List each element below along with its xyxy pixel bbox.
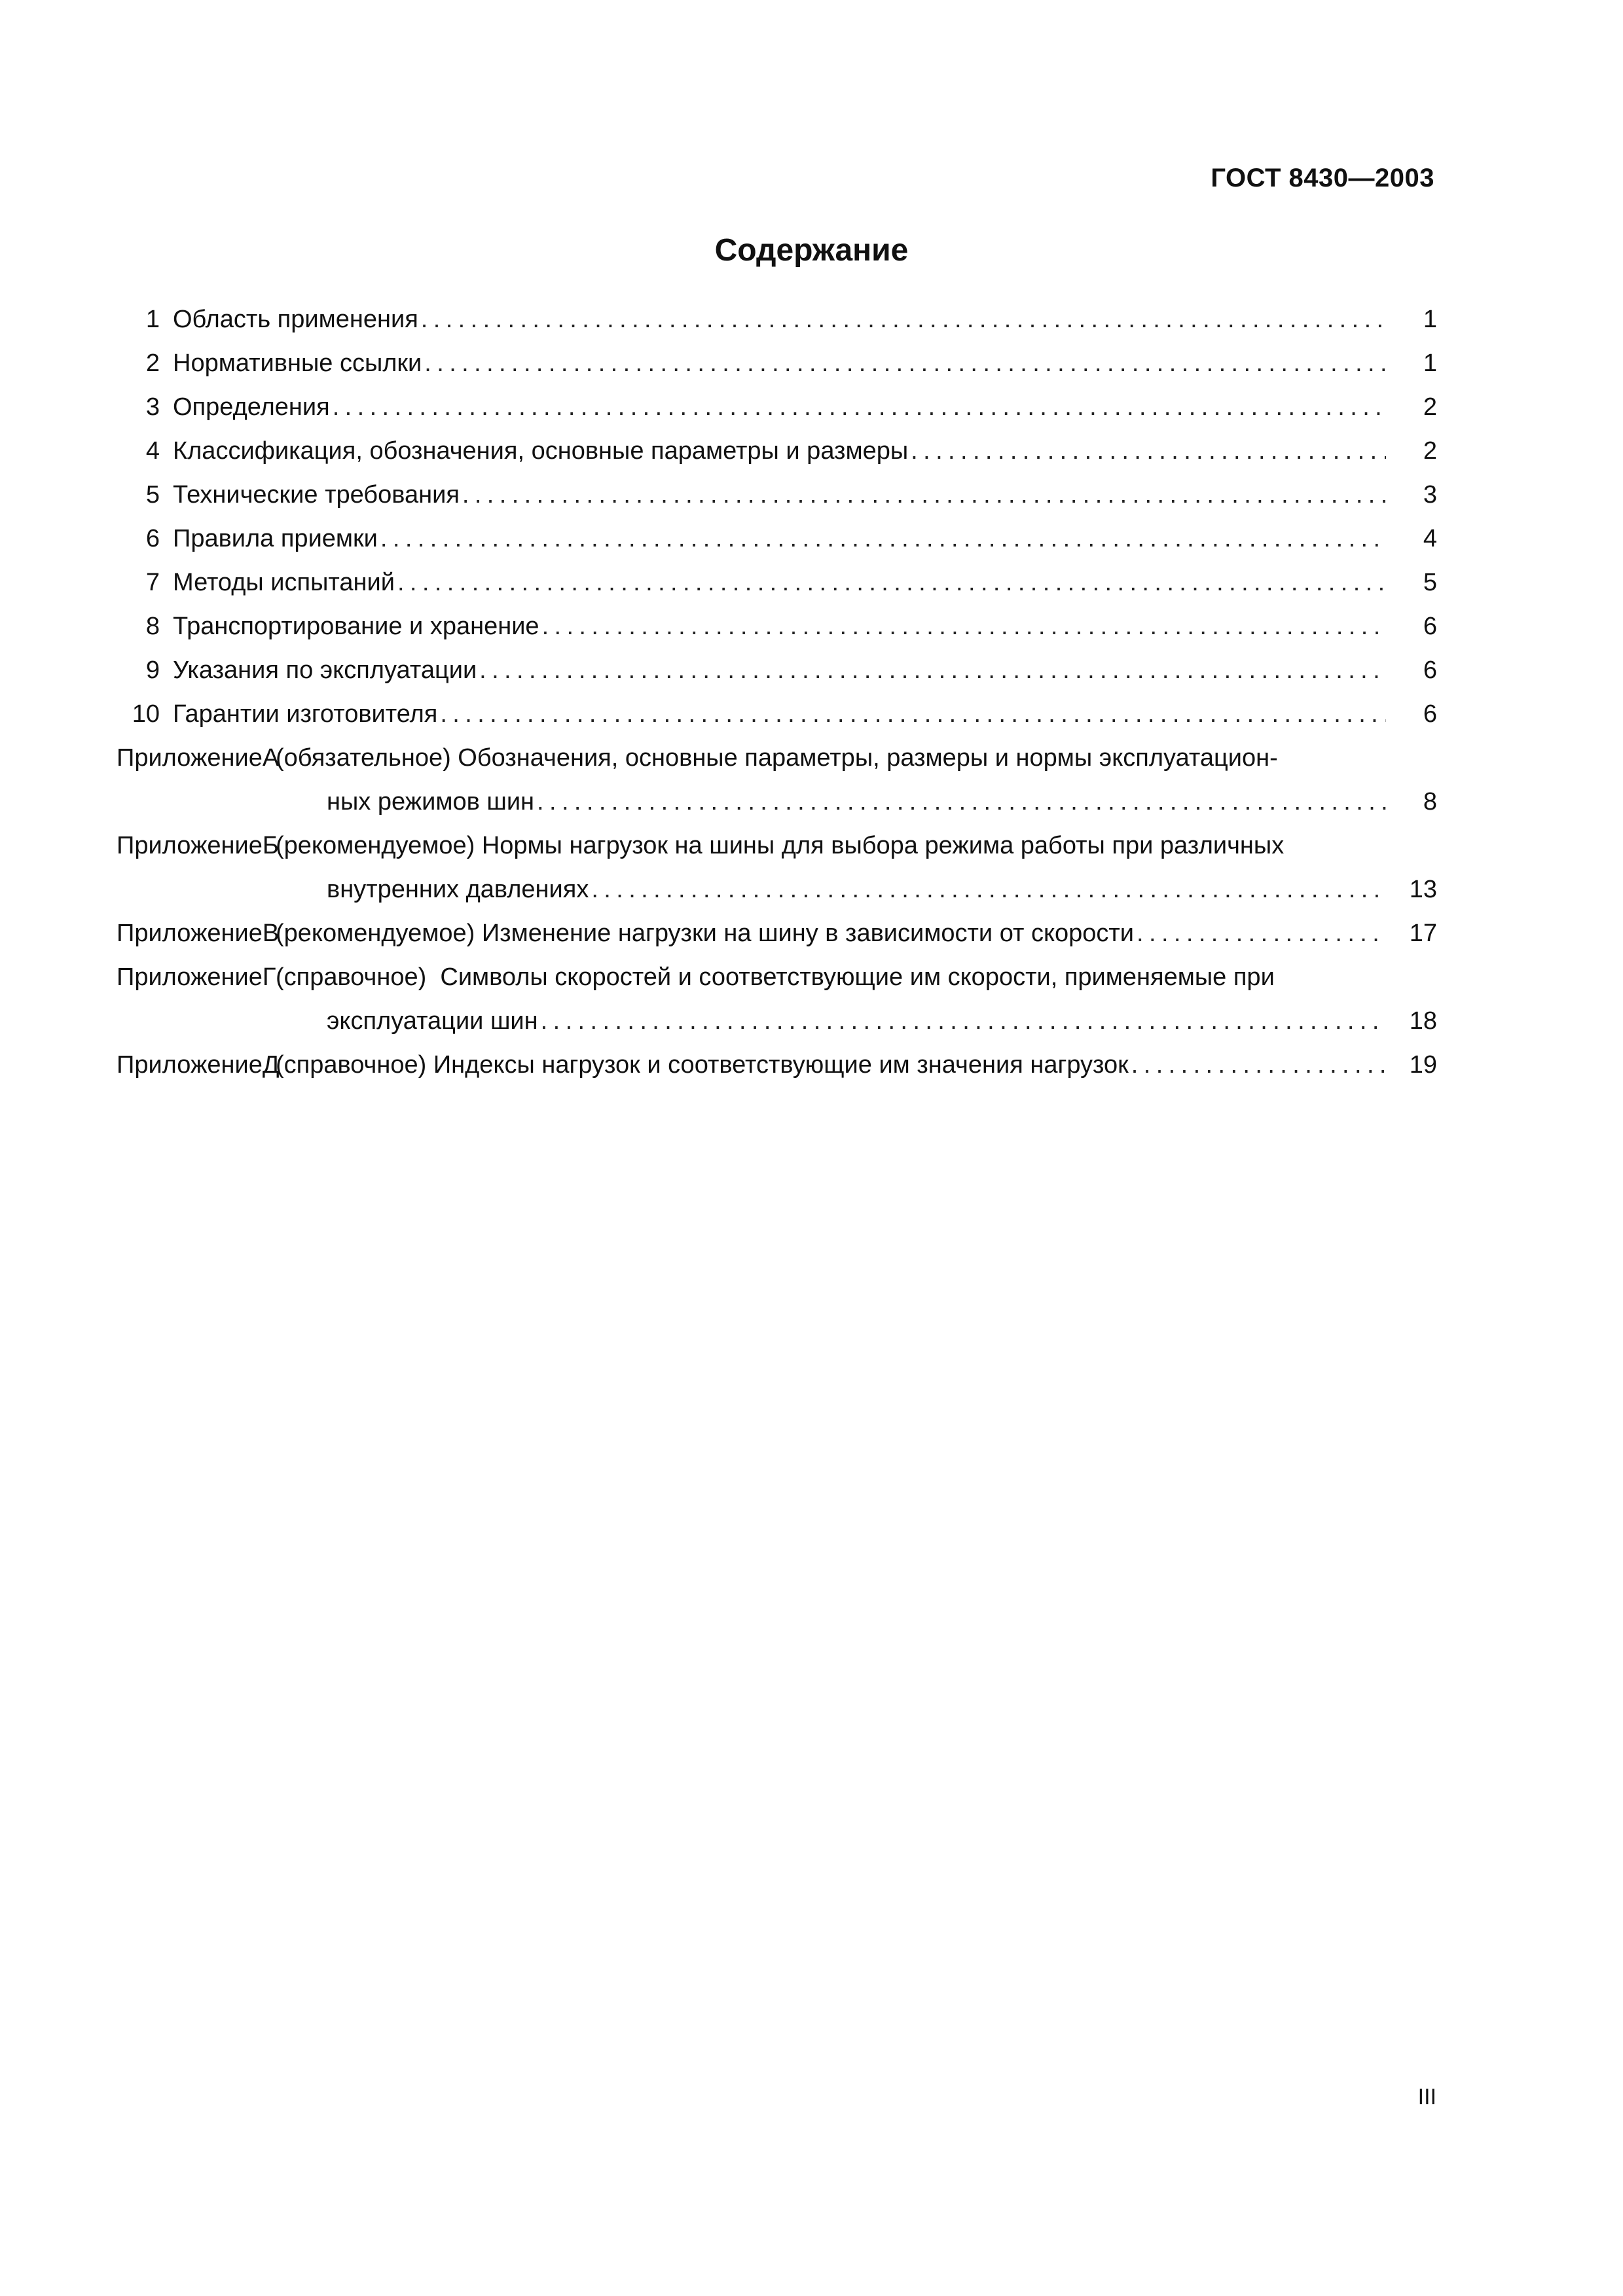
appendix-letter: Б [262,832,279,859]
entry-number: 10 [132,700,160,728]
entry-page: 19 [1409,1051,1437,1079]
entry-title: Определения [173,393,330,421]
entry-page: 5 [1423,569,1437,596]
toc-entry[interactable] [117,386,1437,429]
dot-leader [1137,912,1386,956]
entry-number: 1 [145,306,160,333]
appendix-title: (справочное) Индексы нагрузок и соответствующие им значения нагрузок [276,1051,1129,1079]
entry-page: 2 [1423,437,1437,465]
appendix-label [117,736,280,780]
appendix-title-continued: ных режимов шин [327,788,535,816]
appendix-word: Приложение [117,744,263,772]
toc-appendix-entry[interactable] [117,956,1437,999]
entry-page: 17 [1409,920,1437,947]
appendix-word: Приложение [117,920,263,947]
toc-appendix-continuation[interactable] [117,999,1437,1043]
appendix-title: (рекомендуемое) Нормы нагрузок на шины для выбора режима работы при различных [276,832,1285,859]
appendix-label [117,824,279,868]
entry-number: 8 [145,613,160,640]
entry-page: 4 [1423,525,1437,552]
entry-title: Классификация, обозначения, основные параметры и размеры [173,437,909,465]
toc-entry[interactable] [117,342,1437,386]
toc-appendix-entry[interactable] [117,736,1437,780]
entry-title: Указания по эксплуатации [173,656,477,684]
toc-appendix-entry[interactable] [117,824,1437,868]
dot-leader [541,999,1386,1043]
appendix-letter: В [262,920,280,947]
dot-leader [537,780,1386,824]
appendix-letter: Д [262,1051,280,1079]
toc-entry[interactable] [117,473,1437,517]
dot-leader [542,605,1386,649]
appendix-label [117,912,280,956]
toc-entry[interactable] [117,517,1437,561]
appendix-word: Приложение [117,832,263,859]
entry-number: 6 [145,525,160,552]
entry-number: 3 [145,393,160,421]
entry-page: 6 [1423,613,1437,640]
appendix-title: (обязательное) Обозначения, основные параметры, размеры и нормы эксплуатацион- [276,744,1278,772]
appendix-word: Приложение [117,1051,263,1079]
entry-number: 5 [145,481,160,509]
entry-number: 9 [145,656,160,684]
toc-appendix-entry[interactable] [117,1043,1437,1087]
table-of-contents [117,298,1437,1087]
entry-title: Правила приемки [173,525,378,552]
dot-leader [591,868,1386,912]
dot-leader [462,473,1386,517]
entry-page: 6 [1423,700,1437,728]
appendix-title-continued: эксплуатации шин [327,1007,538,1035]
entry-title: Гарантии изготовителя [173,700,438,728]
toc-entry[interactable] [117,692,1437,736]
entry-page: 6 [1423,656,1437,684]
appendix-letter: А [262,744,280,772]
entry-title: Технические требования [173,481,460,509]
toc-entry[interactable] [117,649,1437,692]
toc-entry[interactable] [117,298,1437,342]
entry-page: 3 [1423,481,1437,509]
dot-leader [397,561,1386,605]
page-number: III [1417,2085,1436,2109]
appendix-title: (рекомендуемое) Изменение нагрузки на шину в зависимости от скорости [276,920,1135,947]
entry-title: Область применения [173,306,418,333]
entry-title: Транспортирование и хранение [173,613,539,640]
document-code: ГОСТ 8430—2003 [1211,164,1434,192]
entry-page: 8 [1423,788,1437,816]
dot-leader [333,386,1386,429]
entry-number: 2 [145,350,160,377]
entry-number: 4 [145,437,160,465]
entry-page: 1 [1423,306,1437,333]
entry-page: 18 [1409,1007,1437,1035]
appendix-label [117,956,276,999]
dot-leader [479,649,1386,692]
entry-title: Методы испытаний [173,569,395,596]
entry-page: 1 [1423,350,1437,377]
entry-number: 7 [145,569,160,596]
page-title: Содержание [714,233,909,268]
dot-leader [440,692,1386,736]
dot-leader [380,517,1386,561]
toc-entry[interactable] [117,605,1437,649]
appendix-title: (справочное) Символы скоростей и соответствующие им скорости, применяемые при [276,963,1275,991]
appendix-letter: Г [262,963,276,991]
appendix-label [117,1043,280,1087]
dot-leader [1131,1043,1386,1087]
entry-title: Нормативные ссылки [173,350,422,377]
toc-appendix-continuation[interactable] [117,868,1437,912]
dot-leader [421,298,1386,342]
entry-page: 2 [1423,393,1437,421]
toc-appendix-entry[interactable] [117,912,1437,956]
toc-entry[interactable] [117,429,1437,473]
appendix-word: Приложение [117,963,263,991]
entry-page: 13 [1409,876,1437,903]
appendix-title-continued: внутренних давлениях [327,876,589,903]
dot-leader [424,342,1386,386]
toc-entry[interactable] [117,561,1437,605]
toc-appendix-continuation[interactable] [117,780,1437,824]
dot-leader [911,429,1386,473]
